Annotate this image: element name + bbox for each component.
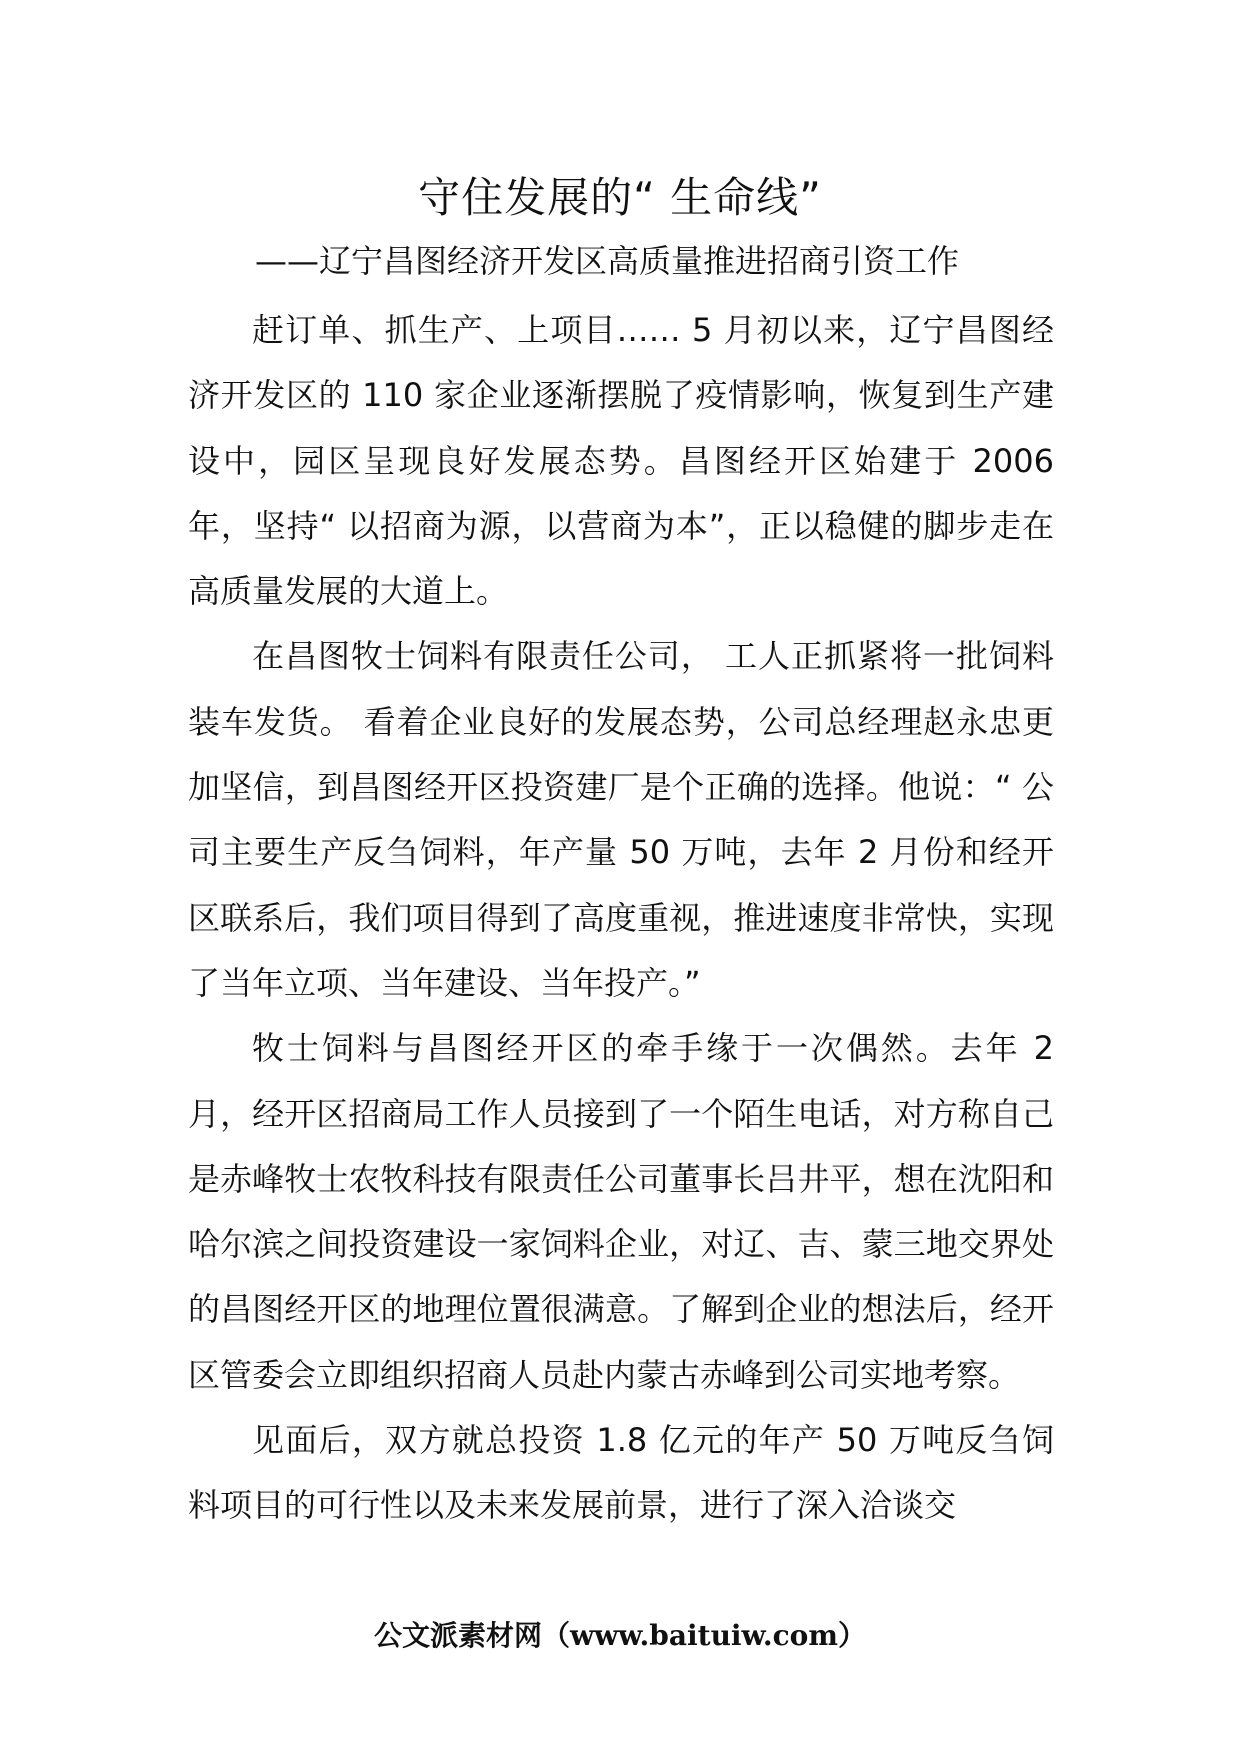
paragraph: 牧士饲料与昌图经开区的牵手缘于一次偶然。去年 2 月，经开区招商局工作人员接到了一个陌生电话，对方称自己是赤峰牧士农牧科技有限责任公司董事长吕井平，想在沈阳和哈尔滨之间投资建设一家饲料企业，对辽、吉、蒙三地交界处的昌图经开区的地理位置很满意。了解到企业的想法后，经开区管委会立即组织招商人员赴内蒙古赤峰到公司实地考察。 — [188, 1029, 1054, 1394]
paragraph: 赶订单、抓生产、上项目…… 5 月初以来，辽宁昌图经济开发区的 110 家企业逐渐摆脱了疫情影响，恢复到生产建设中，园区呈现良好发展态势。昌图经开区始建于 2006 年，坚持“ 以招商为源，以营商为本”，正以稳健的脚步走在高质量发展的大道上。 — [188, 311, 1054, 611]
document-subtitle: ——辽宁昌图经济开发区高质量推进招商引资工作 — [255, 242, 960, 280]
document-body — [188, 298, 1054, 1539]
footer-watermark: 公文派素材网（www.baituiw.com） — [374, 1619, 866, 1652]
paragraph: 见面后，双方就总投资 1.8 亿元的年产 50 万吨反刍饲料项目的可行性以及未来发展前景，进行了深入洽谈交 — [188, 1421, 1054, 1525]
document-title: 守住发展的“ 生命线” — [418, 173, 822, 222]
paragraph: 在昌图牧士饲料有限责任公司， 工人正抓紧将一批饲料装车发货。 看着企业良好的发展态势，公司总经理赵永忠更加坚信，到昌图经开区投资建厂是个正确的选择。他说：“ 公司主要生产反刍饲料，年产量 50 万吨，去年 2 月份和经开区联系后，我们项目得到了高度重视，推进速度非常快，实现了当年立项、当年建设、当年投产。” — [188, 637, 1054, 1002]
